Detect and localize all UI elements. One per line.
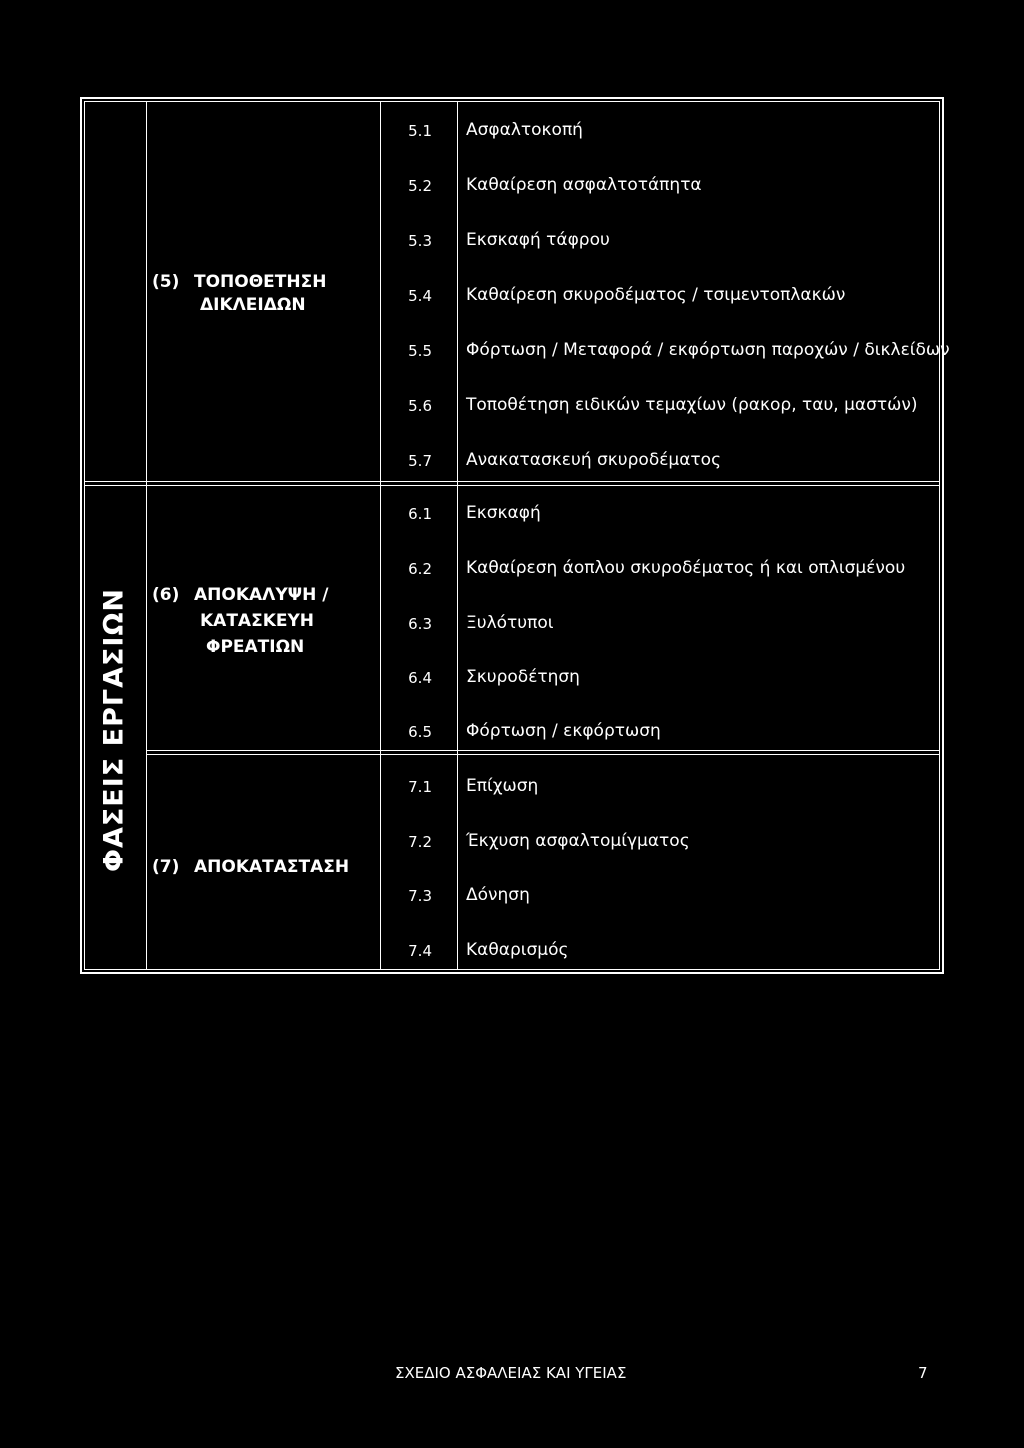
phase-6-title-line-1: ΑΠΟΚΑΛΥΨΗ /: [194, 585, 329, 605]
task-code: 5.5: [408, 342, 432, 360]
task-text: Σκυροδέτηση: [466, 667, 580, 687]
task-code: 5.6: [408, 397, 432, 415]
divider-phase6-7-b: [146, 754, 940, 755]
task-code: 6.2: [408, 560, 432, 578]
table-border-bottom-inner: [84, 969, 940, 970]
section-label-vertical: ΦΑΣΕΙΣ ΕΡΓΑΣΙΩΝ: [98, 588, 130, 872]
phase-5-title-line-2: ΔΙΚΛΕΙΔΩΝ: [200, 295, 306, 315]
task-code: 5.2: [408, 177, 432, 195]
table-border-right-outer: [942, 97, 944, 974]
task-text: Ανακατασκευή σκυροδέματος: [466, 450, 722, 470]
task-code: 5.1: [408, 122, 432, 140]
task-text: Δόνηση: [466, 885, 530, 905]
table-border-right-inner: [939, 101, 940, 970]
task-code: 7.1: [408, 778, 432, 796]
task-code: 6.1: [408, 505, 432, 523]
phase-5-title: [152, 272, 327, 315]
phase-6-title-line-2: ΚΑΤΑΣΚΕΥΗ: [200, 611, 315, 631]
task-text: Επίχωση: [466, 776, 539, 796]
task-text: Φόρτωση / Μεταφορά / εκφόρτωση παροχών / δικλείδων: [466, 340, 950, 360]
table-border-top-outer: [80, 97, 944, 99]
task-text: Τοποθέτηση ειδικών τεμαχίων (ρακορ, ταυ, μαστών): [466, 395, 918, 415]
task-code: 7.4: [408, 942, 432, 960]
phase-5-number: (5): [152, 272, 180, 292]
task-text: Καθαίρεση ασφαλτοτάπητα: [466, 175, 702, 195]
footer-page-number: 7: [918, 1364, 928, 1382]
phase-7-title-line-1: ΑΠΟΚΑΤΑΣΤΑΣΗ: [194, 857, 350, 877]
task-code: 5.7: [408, 452, 432, 470]
phase-7-title: [152, 857, 350, 877]
table-border-bottom-outer: [80, 972, 944, 974]
phase-6-title-line-3: ΦΡΕΑΤΙΩΝ: [206, 637, 305, 657]
task-text: Καθαίρεση άοπλου σκυροδέματος ή και οπλισμένου: [466, 558, 906, 578]
task-text: Καθαρισμός: [466, 940, 569, 960]
task-text: Εκσκαφή τάφρου: [466, 230, 610, 250]
phase-5-title-line-1: ΤΟΠΟΘΕΤΗΣΗ: [194, 272, 327, 292]
task-code: 7.3: [408, 887, 432, 905]
task-text: Ξυλότυποι: [466, 613, 554, 633]
phase-7-number: (7): [152, 857, 180, 877]
table-border-left-outer: [80, 97, 82, 974]
task-text: Καθαίρεση σκυροδέματος / τσιμεντοπλακών: [466, 285, 846, 305]
divider-phase6-7-a: [146, 750, 940, 751]
phase-6-number: (6): [152, 585, 180, 605]
table-border-top-inner: [84, 101, 940, 102]
divider-phase5-6-b: [84, 485, 940, 486]
task-text: Έκχυση ασφαλτομίγματος: [466, 831, 690, 851]
task-code: 7.2: [408, 833, 432, 851]
phase-6-title: [152, 585, 329, 657]
task-text: Φόρτωση / εκφόρτωση: [466, 721, 661, 741]
table-border-left-inner: [84, 101, 85, 970]
task-code: 6.5: [408, 723, 432, 741]
task-text: Ασφαλτοκοπή: [466, 120, 583, 140]
divider-col-3: [457, 101, 458, 970]
task-code: 6.4: [408, 669, 432, 687]
task-code: 5.4: [408, 287, 432, 305]
footer-document-title: ΣΧΕΔΙΟ ΑΣΦΑΛΕΙΑΣ ΚΑΙ ΥΓΕΙΑΣ: [395, 1364, 627, 1382]
divider-phase5-6-a: [84, 481, 940, 482]
divider-col-1: [146, 101, 147, 970]
task-text: Εκσκαφή: [466, 503, 541, 523]
task-code: 5.3: [408, 232, 432, 250]
task-code: 6.3: [408, 615, 432, 633]
